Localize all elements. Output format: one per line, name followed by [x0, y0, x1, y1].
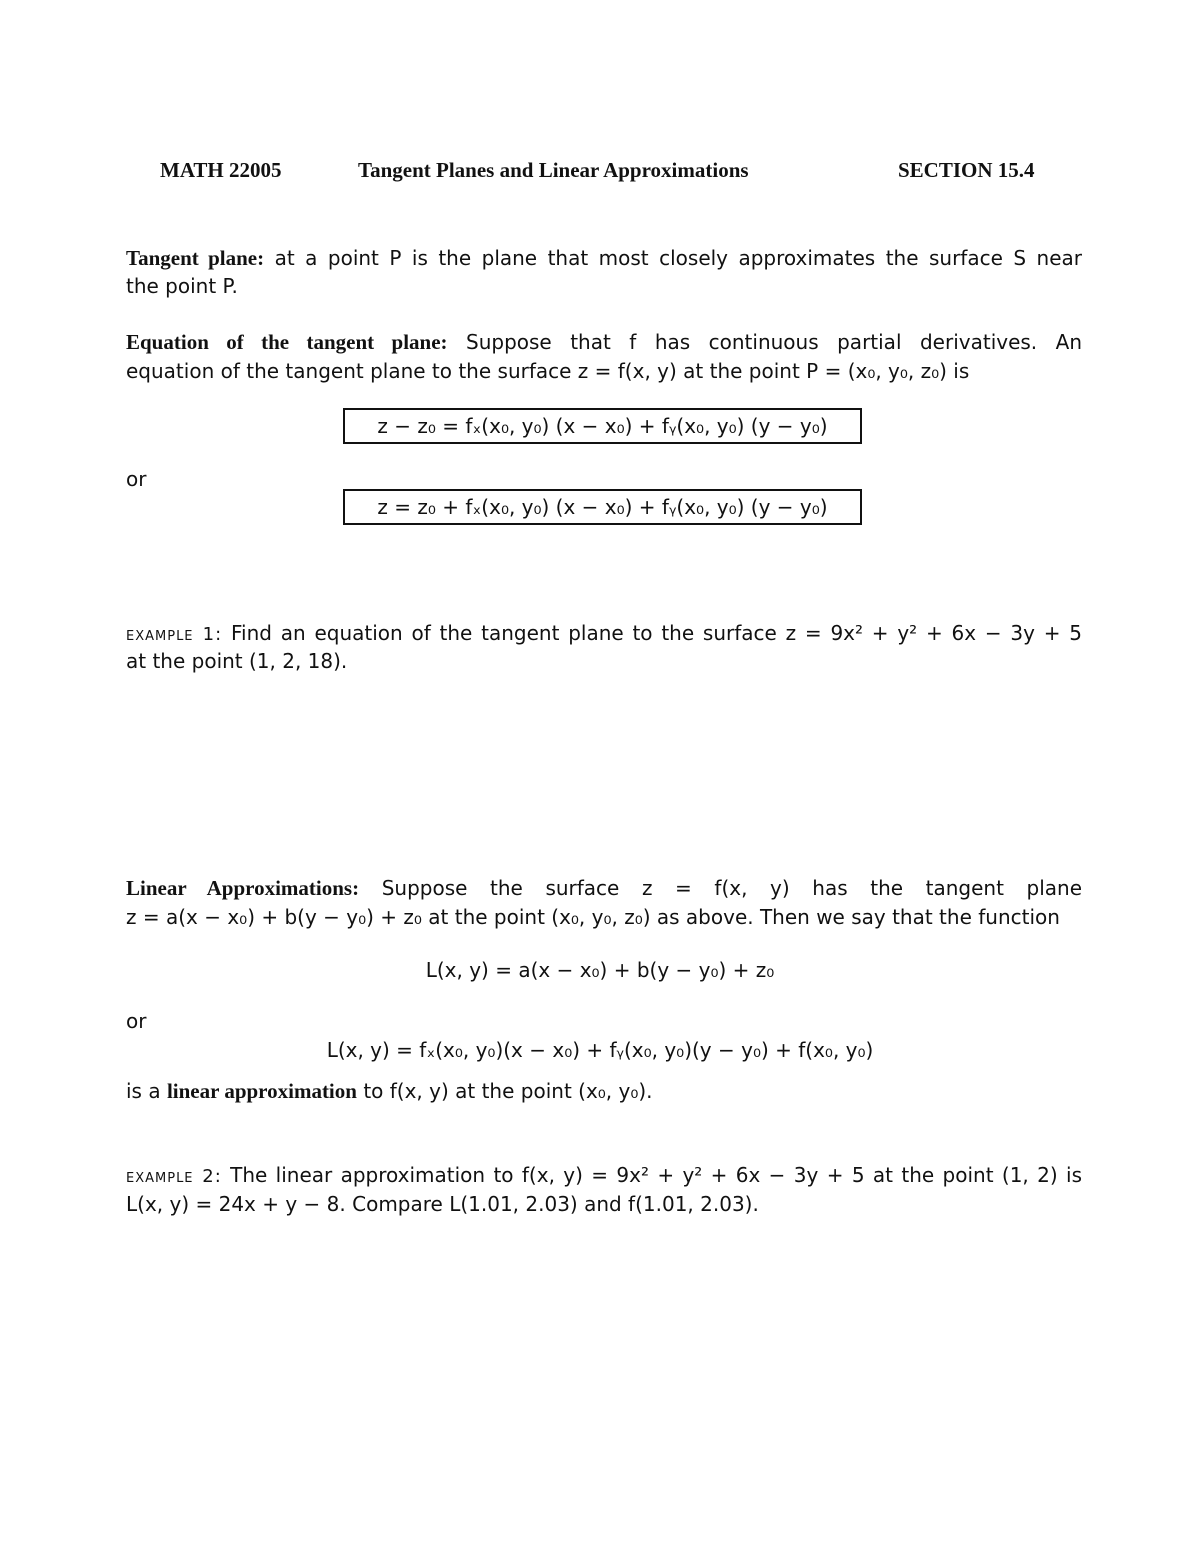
section-number: SECTION 15.4 [898, 158, 1035, 182]
tangent-plane-term: Tangent plane: [126, 246, 265, 270]
linear-approx-line-1 [126, 874, 1082, 902]
equation-definition-line-1 [126, 328, 1082, 356]
page-title: Tangent Planes and Linear Approximations [358, 158, 749, 182]
linear-approx-term: Linear Approximations: [126, 876, 360, 900]
tangent-plane-formula-box-2: z = z₀ + fₓ(x₀, y₀) (x − x₀) + fᵧ(x₀, y₀) (y − y₀) [343, 489, 862, 525]
equation-definition-line-2: equation of the tangent plane to the surface z = f(x, y) at the point P = (x₀, y₀, z₀) is [126, 359, 970, 383]
example-2-line-1 [126, 1161, 1082, 1191]
conclusion-post: to f(x, y) at the point (x₀, y₀). [363, 1079, 653, 1103]
tangent-plane-definition-line-2: the point P. [126, 274, 238, 298]
equation-text: Suppose that f has continuous partial derivatives. An [466, 330, 1082, 354]
linear-approximation-term: linear approximation [166, 1079, 357, 1103]
example-1-label: example 1: [126, 624, 223, 645]
example-1-line-2: at the point (1, 2, 18). [126, 649, 348, 673]
example-2-label: example 2: [126, 1166, 222, 1187]
tangent-plane-text: at a point P is the plane that most closely approximates the surface S near [274, 246, 1082, 270]
equation-term: Equation of the tangent plane: [126, 330, 448, 354]
course-number: MATH 22005 [160, 158, 282, 182]
linear-approx-conclusion [126, 1077, 653, 1105]
example-2-line-2: L(x, y) = 24x + y − 8. Compare L(1.01, 2.03) and f(1.01, 2.03). [126, 1192, 759, 1216]
or-connector-2: or [126, 1009, 147, 1033]
tangent-plane-formula-box-1: z − z₀ = fₓ(x₀, y₀) (x − x₀) + fᵧ(x₀, y₀) (y − y₀) [343, 408, 862, 444]
example-1-line-1 [126, 619, 1082, 649]
example-2-text: The linear approximation to f(x, y) = 9x² + y² + 6x − 3y + 5 at the point (1, 2) is [230, 1163, 1082, 1187]
conclusion-pre: is a [126, 1079, 161, 1103]
linear-approx-formula-1: L(x, y) = a(x − x₀) + b(y − y₀) + z₀ [425, 958, 775, 982]
example-1-text: Find an equation of the tangent plane to the surface z = 9x² + y² + 6x − 3y + 5 [230, 621, 1082, 645]
linear-approx-line-2: z = a(x − x₀) + b(y − y₀) + z₀ at the point (x₀, y₀, z₀) as above. Then we say that the function [126, 905, 1060, 929]
linear-approx-text: Suppose the surface z = f(x, y) has the tangent plane [381, 876, 1083, 900]
or-connector-1: or [126, 467, 147, 491]
linear-approx-formula-2: L(x, y) = fₓ(x₀, y₀)(x − x₀) + fᵧ(x₀, y₀)(y − y₀) + f(x₀, y₀) [326, 1038, 874, 1062]
tangent-plane-definition-line-1 [126, 244, 1082, 272]
